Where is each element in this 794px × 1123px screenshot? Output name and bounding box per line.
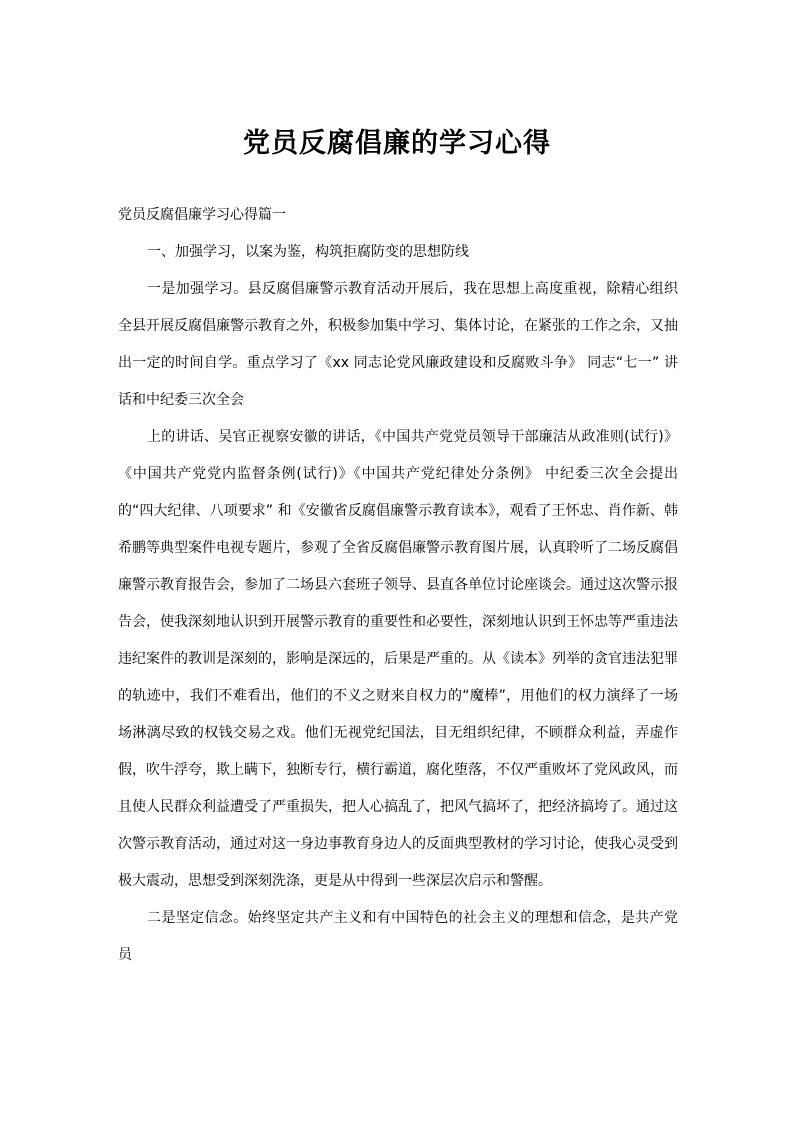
body-paragraph: 上的讲话、吴官正视察安徽的讲话，《中国共产党党员领导干部廉洁从政准则(试行)》《中国共产党党内监督条例(试行)》《中国共产党纪律处分条例》 中纪委三次全会提出的“四大纪律、八项要求” 和《安徽省反腐倡廉警示教育读本》，观看了王怀忠、肖作新、韩希鹏等典型案件电视专题片，参观了全省反腐倡廉警示教育图片展，认真聆听了二场反腐倡廉警示教育报告会，参加了二场县六套班子领导、县直各单位讨论座谈会。通过这次警示报告会，使我深刻地认识到开展警示教育的重要性和必要性，深刻地认识到王怀忠等严重违法违纪案件的教训是深刻的，影响是深远的，后果是严重的。从《读本》列举的贪官违法犯罪的轨迹中，我们不难看出，他们的不义之财来自权力的“魔棒”，用他们的权力演绎了一场场淋漓尽致的权钱交易之戏。他们无视党纪国法，目无组织纪律，不顾群众利益，弄虚作假，吹牛浮夸，欺上瞒下，独断专行，横行霸道，腐化堕落，不仅严重败坏了党风政风，而且使人民群众利益遭受了严重损失，把人心搞乱了，把风气搞坏了，把经济搞垮了。通过这次警示教育活动，通过对这一身边事教育身边人的反面典型教材的学习讨论，使我心灵受到极大震动，思想受到深刻洗涤，更是从中得到一些深层次启示和警醒。 [118, 429, 678, 889]
section-heading: 一、加强学习，以案为鉴，构筑拒腐防变的思想防线 [147, 244, 469, 260]
document-body [118, 197, 678, 974]
body-paragraph: 二是坚定信念。始终坚定共产主义和有中国特色的社会主义的理想和信念，是共产党员 [118, 910, 678, 963]
body-paragraph: 一是加强学习。县反腐倡廉警示教育活动开展后，我在思想上高度重视，除精心组织全县开展反腐倡廉警示教育之外，积极参加集中学习、集体讨论，在紧张的工作之余，又抽出一定的时间自学。重点学习了《xx 同志论党风廉政建设和反腐败斗争》 同志“七一” 讲话和中纪委三次全会 [118, 281, 678, 408]
section-label: 党员反腐倡廉学习心得篇一 [118, 207, 286, 223]
document-title: 党员反腐倡廉的学习心得 [243, 128, 551, 159]
